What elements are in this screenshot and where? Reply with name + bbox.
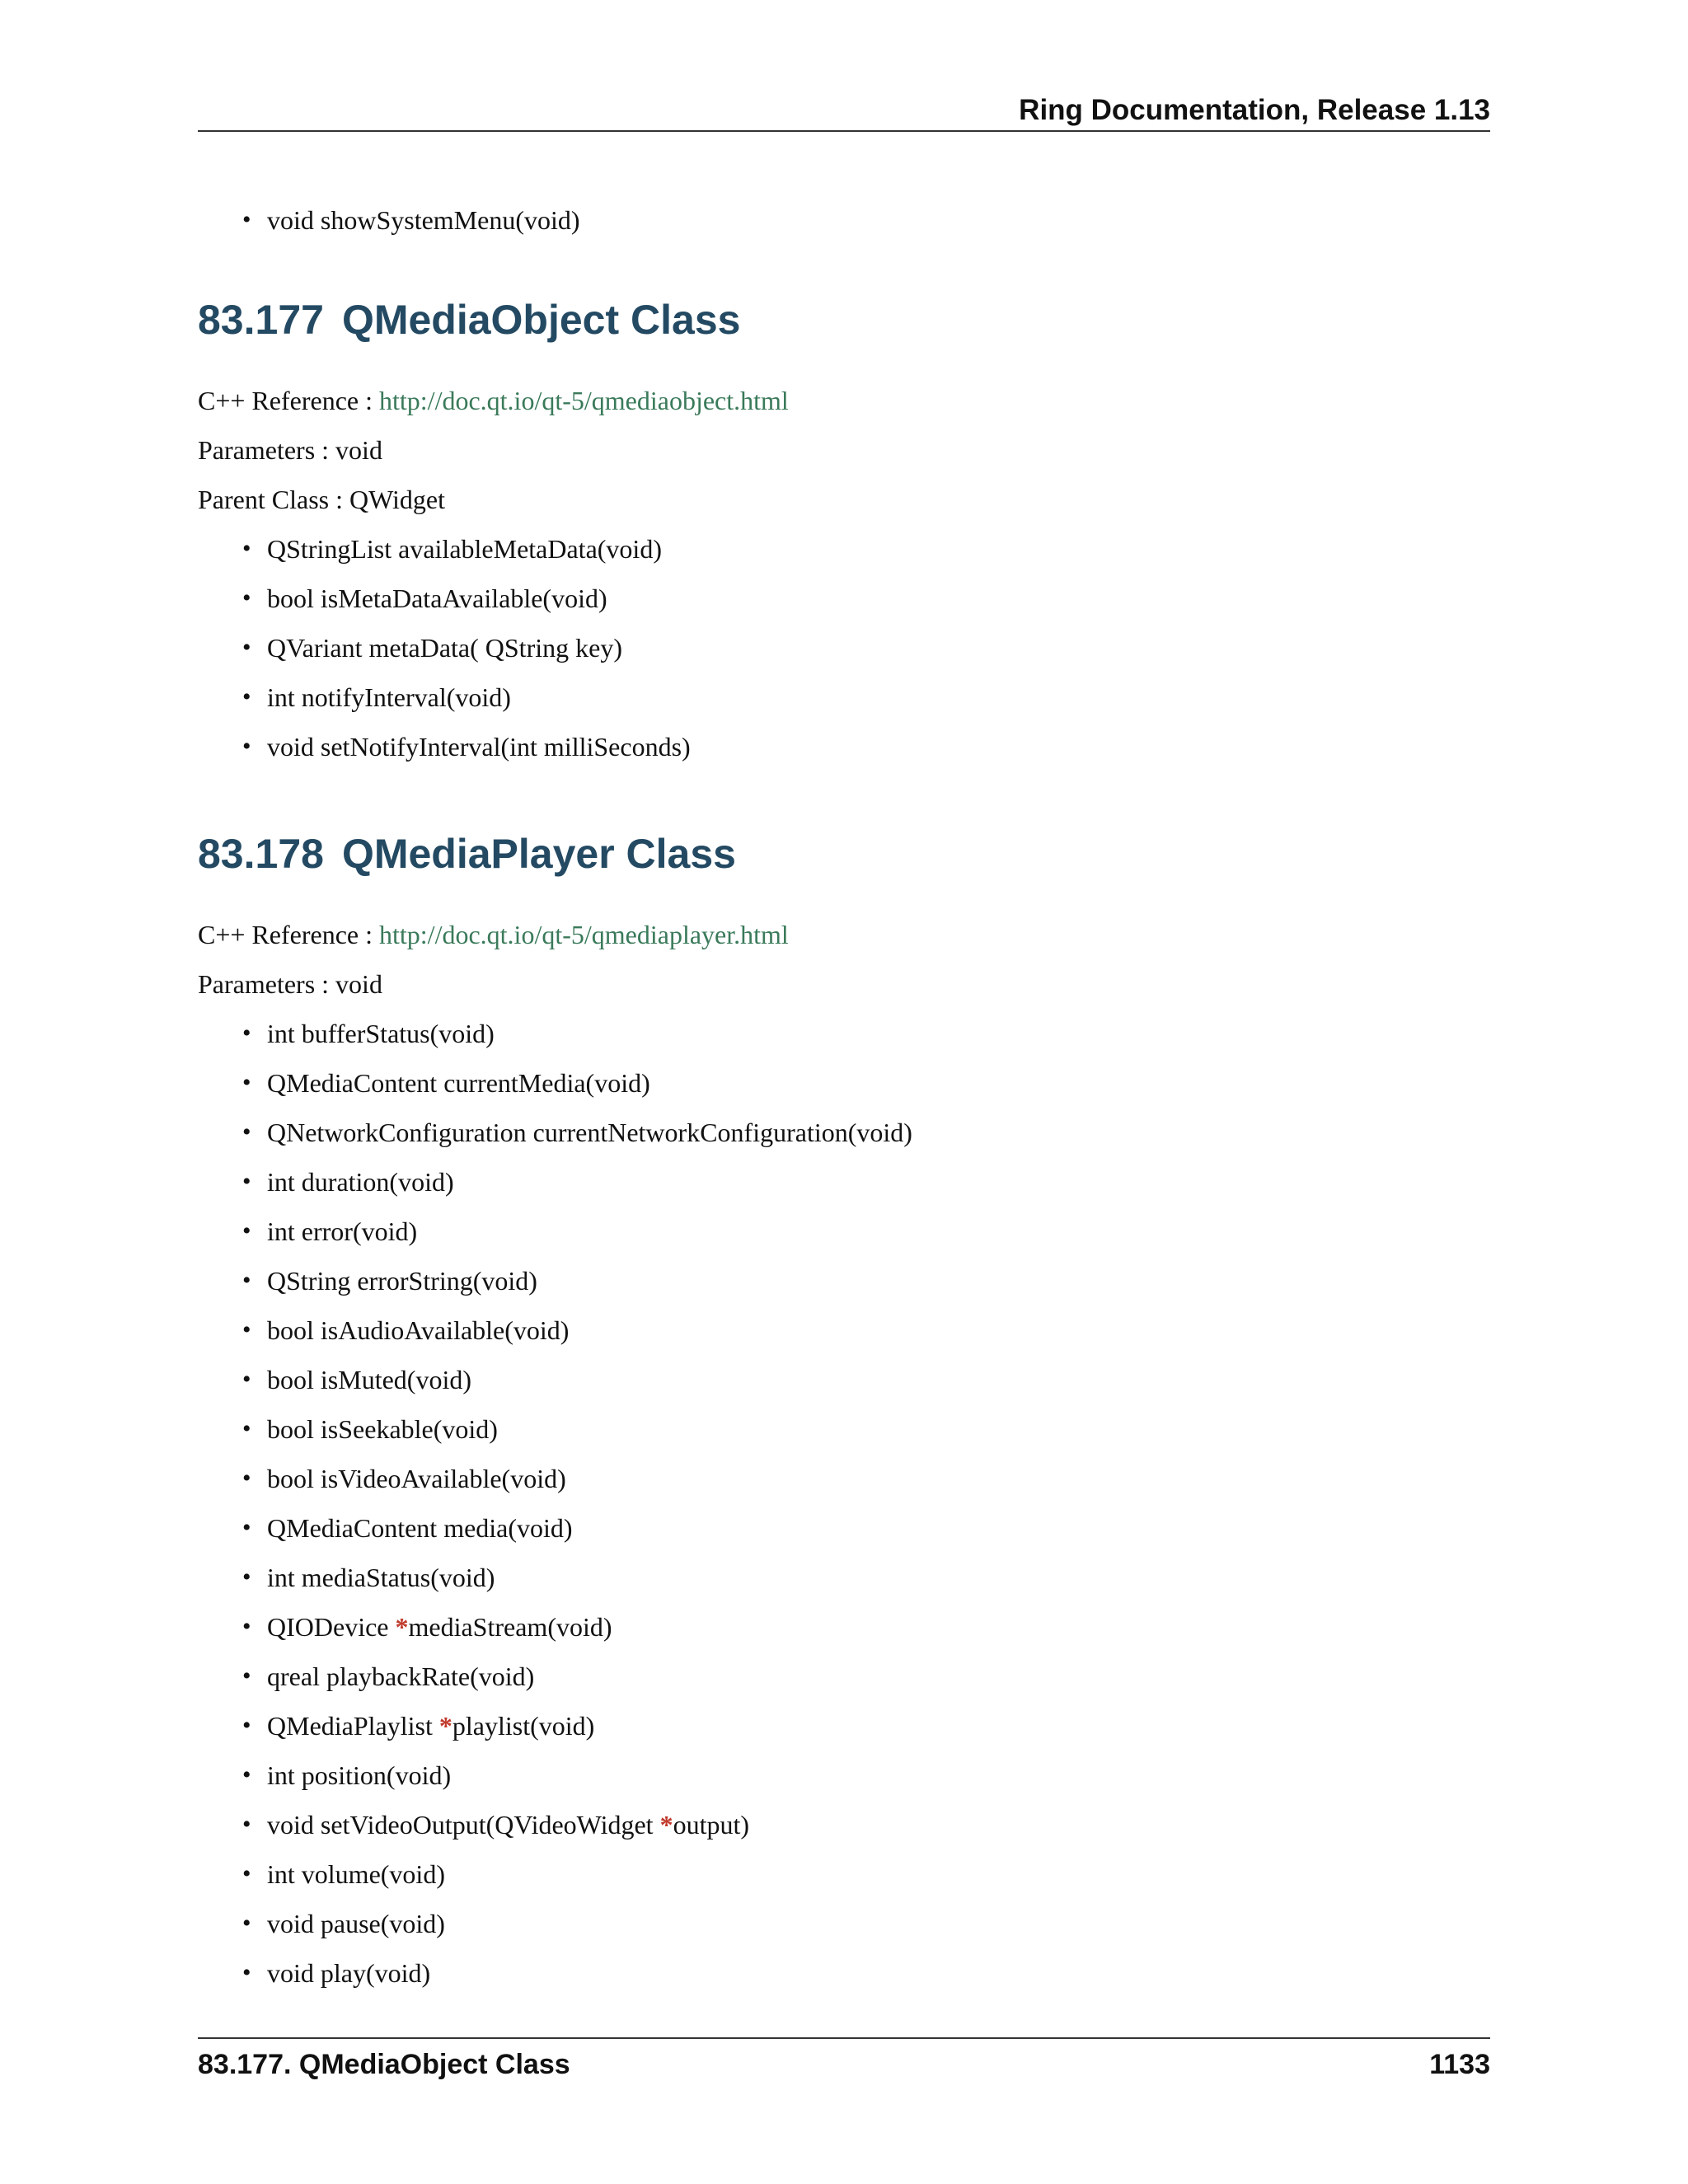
parameters-line: Parameters : void bbox=[198, 969, 382, 999]
list-item: • QStringList availableMetaData(void) bbox=[198, 524, 1490, 574]
list-item bbox=[198, 1207, 1490, 1256]
cpp-reference-label: C++ Reference : bbox=[198, 386, 379, 415]
method-text: bool isVideoAvailable(void) bbox=[267, 1464, 566, 1493]
list-item bbox=[198, 1701, 1490, 1750]
method-text: int position(void) bbox=[267, 1760, 452, 1790]
section-title: QMediaPlayer Class bbox=[341, 831, 736, 877]
method-text: QMediaContent currentMedia(void) bbox=[267, 1068, 650, 1098]
method-text: QMediaPlaylist bbox=[267, 1711, 439, 1741]
pointer-asterisk: * bbox=[438, 1711, 452, 1741]
footer-section-ref: 83.177. QMediaObject Class bbox=[198, 2049, 570, 2080]
cpp-reference-line bbox=[198, 910, 1490, 959]
cpp-reference-link[interactable]: http://doc.qt.io/qt-5/qmediaplayer.html bbox=[379, 920, 789, 949]
list-item bbox=[198, 1404, 1490, 1454]
list-item bbox=[198, 1256, 1490, 1305]
section-qmediaplayer bbox=[198, 827, 1490, 1998]
method-text: int mediaStatus(void) bbox=[267, 1563, 495, 1592]
section-heading bbox=[198, 293, 1490, 346]
method-text: int error(void) bbox=[267, 1216, 418, 1246]
method-text: QString errorString(void) bbox=[267, 1266, 537, 1296]
list-item bbox=[198, 1058, 1490, 1108]
list-item: • void showSystemMenu(void) bbox=[198, 195, 1490, 245]
list-item bbox=[198, 1553, 1490, 1602]
continued-method-list bbox=[198, 195, 1490, 245]
section-title: QMediaObject Class bbox=[341, 297, 741, 343]
list-item: • int notifyInterval(void) bbox=[198, 673, 1490, 722]
cpp-reference-link[interactable]: http://doc.qt.io/qt-5/qmediaobject.html bbox=[379, 386, 789, 415]
method-text: QMediaContent media(void) bbox=[267, 1513, 573, 1543]
method-text: bool isSeekable(void) bbox=[267, 1414, 498, 1444]
list-item bbox=[198, 1454, 1490, 1503]
method-text: void play(void) bbox=[267, 1958, 431, 1988]
page-number: 1133 bbox=[1429, 2049, 1490, 2080]
list-item bbox=[198, 1899, 1490, 1948]
running-header: Ring Documentation, Release 1.13 bbox=[198, 91, 1490, 132]
list-item bbox=[198, 1355, 1490, 1404]
method-text: qreal playbackRate(void) bbox=[267, 1661, 535, 1691]
section-number: 83.177 bbox=[198, 297, 324, 343]
method-list bbox=[198, 1009, 1490, 1998]
section-heading bbox=[198, 827, 1490, 880]
cpp-reference-label: C++ Reference : bbox=[198, 920, 379, 949]
method-text: QNetworkConfiguration currentNetworkConfiguration(void) bbox=[267, 1118, 912, 1147]
list-item bbox=[198, 1305, 1490, 1355]
running-footer bbox=[198, 2037, 1490, 2090]
list-item bbox=[198, 1503, 1490, 1553]
section-number: 83.178 bbox=[198, 831, 324, 877]
method-text: int duration(void) bbox=[267, 1167, 454, 1197]
method-text: QIODevice bbox=[267, 1612, 396, 1642]
list-item bbox=[198, 1750, 1490, 1800]
pointer-asterisk: * bbox=[395, 1612, 409, 1642]
cpp-reference-line bbox=[198, 376, 1490, 425]
method-text: void setVideoOutput(QVideoWidget bbox=[267, 1810, 660, 1840]
method-text: output) bbox=[673, 1810, 749, 1840]
list-item bbox=[198, 1948, 1490, 1998]
method-text: int volume(void) bbox=[267, 1859, 445, 1889]
method-text: bool isAudioAvailable(void) bbox=[267, 1315, 570, 1345]
list-item bbox=[198, 1800, 1490, 1849]
section-meta bbox=[198, 910, 1490, 1009]
list-item bbox=[198, 1009, 1490, 1058]
section-qmediaobject bbox=[198, 293, 1490, 771]
list-item bbox=[198, 1157, 1490, 1207]
method-text: void pause(void) bbox=[267, 1909, 445, 1938]
pointer-asterisk: * bbox=[659, 1810, 673, 1840]
document-page bbox=[198, 0, 1490, 2184]
list-item bbox=[198, 1652, 1490, 1701]
method-text: bool isMuted(void) bbox=[267, 1365, 471, 1394]
method-text: mediaStream(void) bbox=[408, 1612, 612, 1642]
section-meta bbox=[198, 376, 1490, 524]
method-text: playlist(void) bbox=[452, 1711, 595, 1741]
list-item bbox=[198, 1849, 1490, 1899]
list-item: • void setNotifyInterval(int milliSeconds) bbox=[198, 722, 1490, 771]
method-text: int bufferStatus(void) bbox=[267, 1019, 495, 1048]
list-item bbox=[198, 1602, 1490, 1652]
method-list bbox=[198, 524, 1490, 771]
list-item bbox=[198, 1108, 1490, 1157]
parameters-line: Parameters : void bbox=[198, 435, 382, 465]
list-item: • bool isMetaDataAvailable(void) bbox=[198, 574, 1490, 623]
list-item: • QVariant metaData( QString key) bbox=[198, 623, 1490, 673]
parent-class-line: Parent Class : QWidget bbox=[198, 485, 445, 514]
